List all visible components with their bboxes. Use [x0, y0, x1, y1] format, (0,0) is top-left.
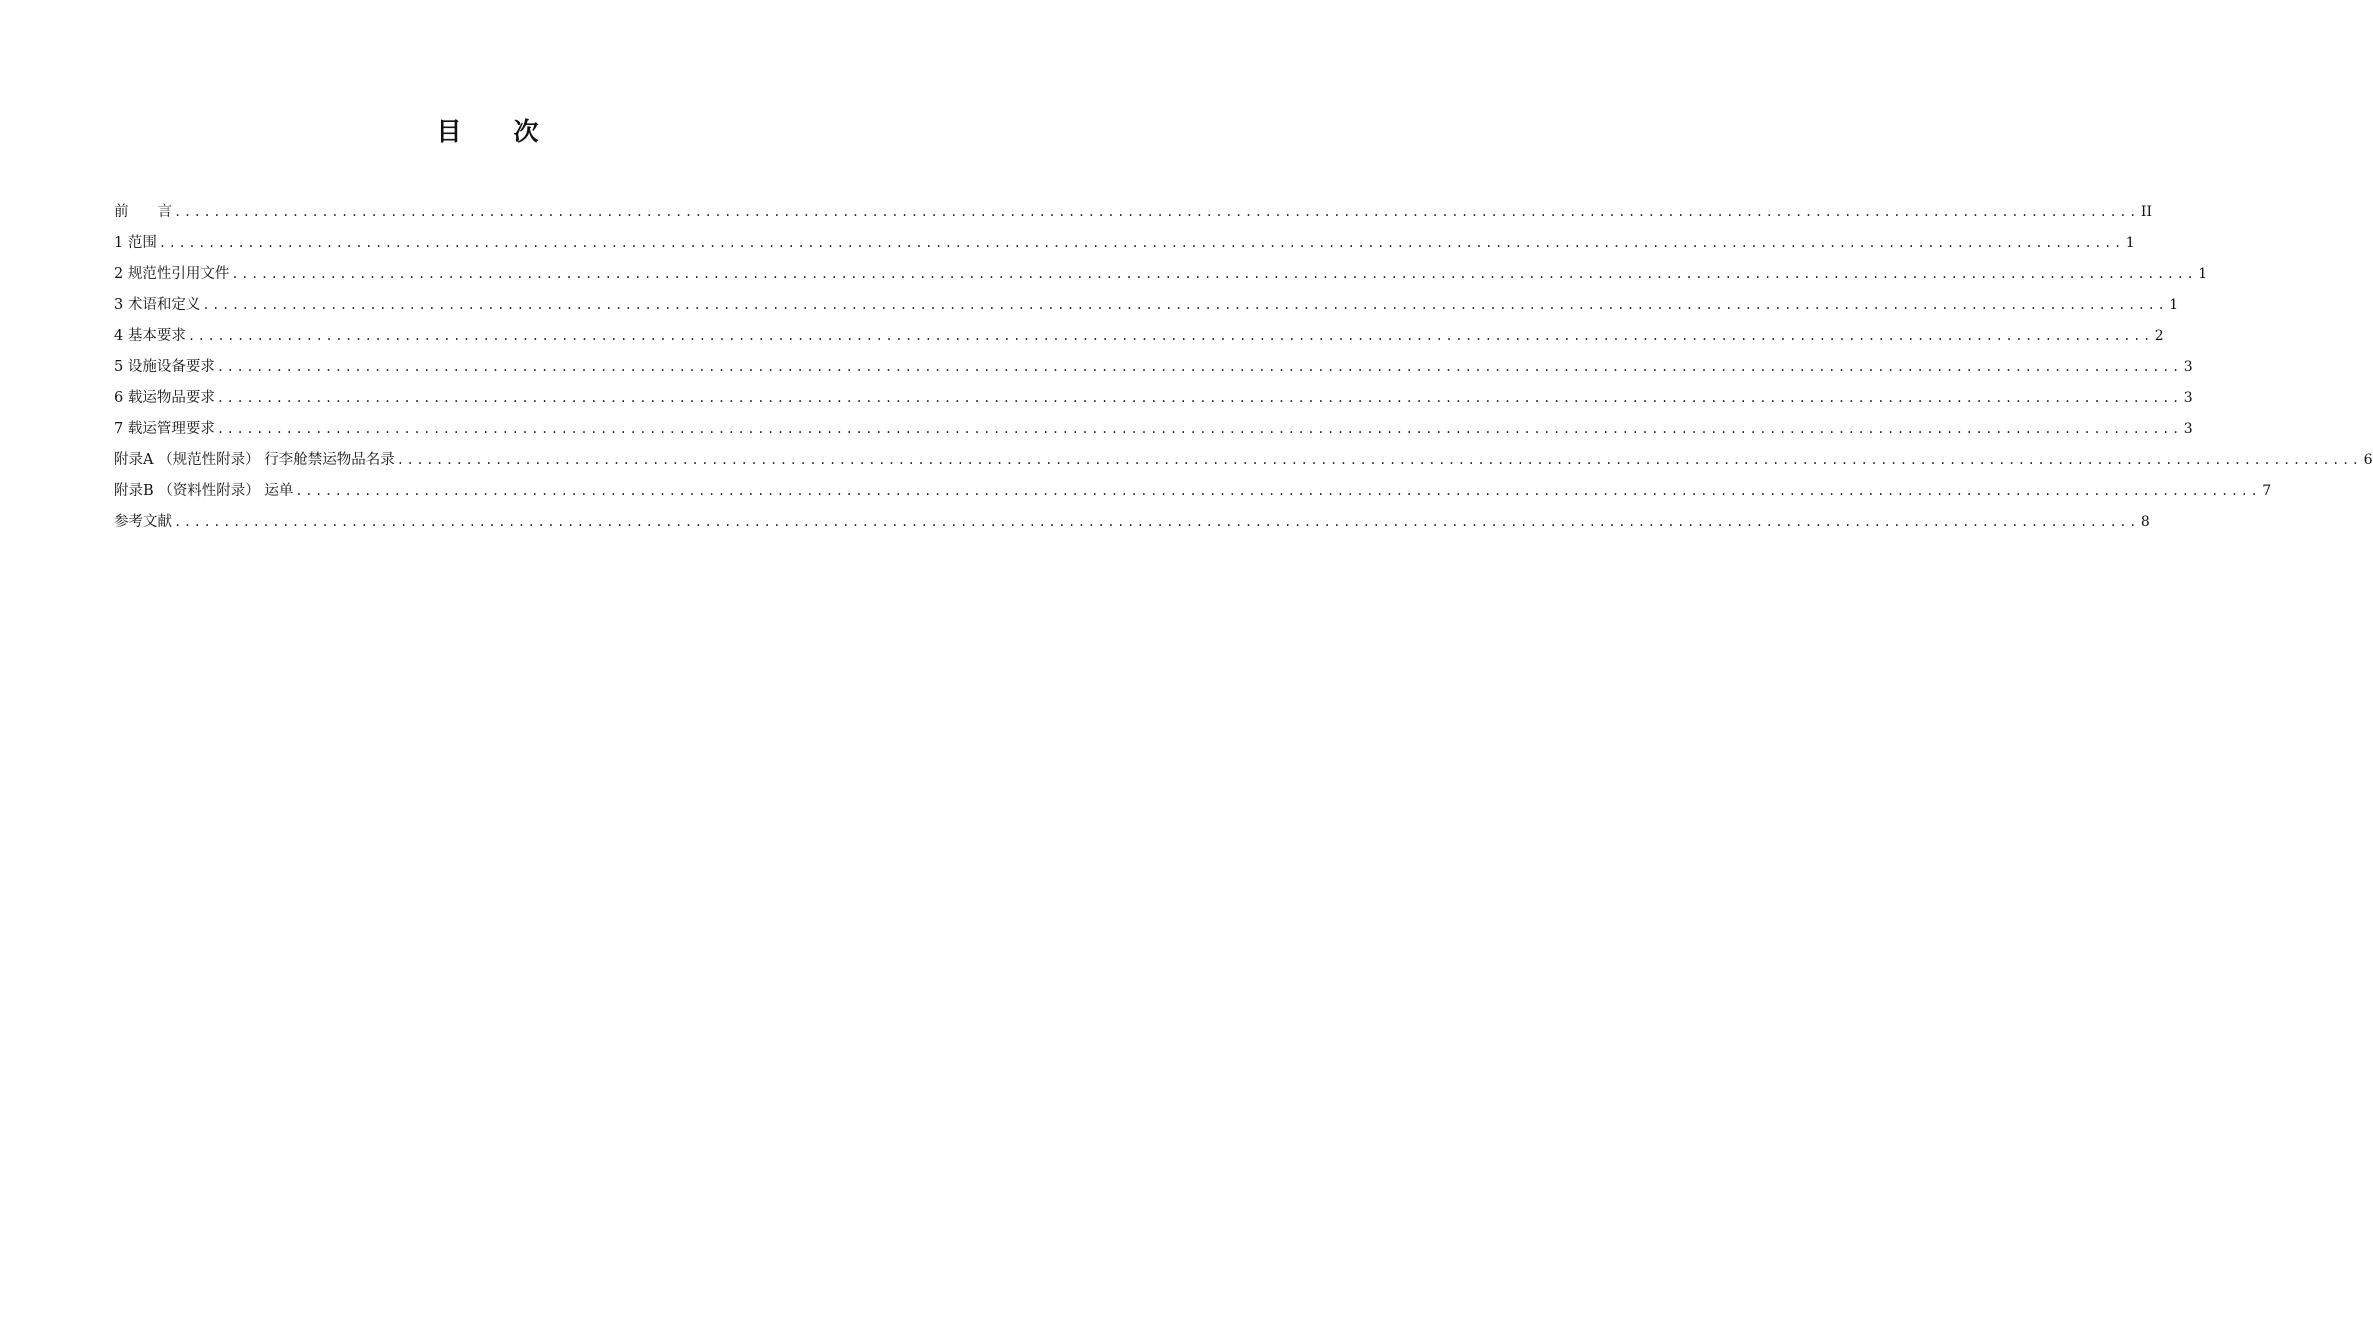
toc-dot-leader: ........................................................................................................................................................................................................ [174, 205, 2139, 219]
toc-entry-page-number: 3 [2183, 359, 2193, 375]
toc-entry-page-number: 1 [2169, 297, 2179, 313]
toc-dot-leader: ........................................................................................................................................................................................................ [158, 236, 2124, 250]
toc-dot-leader: ........................................................................................................................................................................................................ [231, 267, 2197, 281]
toc-dot-leader: ........................................................................................................................................................................................................ [216, 391, 2182, 405]
toc-entry-label: 7 载运管理要求 [114, 421, 215, 437]
toc-entry[interactable] [114, 445, 2373, 476]
toc-dot-leader: ........................................................................................................................................................................................................ [396, 453, 2362, 467]
toc-dot-leader: ........................................................................................................................................................................................................ [216, 422, 2182, 436]
toc-dot-leader: ........................................................................................................................................................................................................ [202, 298, 2168, 312]
toc-entry-label: 参考文献 [114, 514, 172, 530]
toc-entry-page-number: 7 [2262, 483, 2272, 499]
toc-dot-leader: ........................................................................................................................................................................................................ [216, 360, 2182, 374]
toc-entry[interactable] [114, 352, 2193, 383]
toc-entry[interactable] [114, 197, 2152, 228]
toc-entry-label: 5 设施设备要求 [114, 359, 215, 375]
toc-dot-leader: ........................................................................................................................................................................................................ [295, 484, 2261, 498]
toc-entry-page-number: 8 [2140, 514, 2150, 530]
toc-entry-page-number: 6 [2363, 452, 2373, 468]
toc-entry-page-number: 3 [2183, 390, 2193, 406]
toc-entry-label: 附录B （资料性附录） 运单 [114, 483, 294, 499]
toc-entry[interactable] [114, 507, 2150, 538]
toc-entry[interactable] [114, 228, 2135, 259]
toc-entry[interactable] [114, 259, 2208, 290]
toc-entry[interactable] [114, 476, 2272, 507]
toc-title [0, 112, 975, 148]
toc-entry-label: 6 载运物品要求 [114, 390, 215, 406]
toc-entry[interactable] [114, 321, 2164, 352]
toc-dot-leader: ........................................................................................................................................................................................................ [187, 329, 2153, 343]
toc-entry-page-number: 1 [2198, 266, 2208, 282]
toc-entry-label: 1 范围 [114, 235, 157, 251]
toc-entry-label: 附录A （规范性附录） 行李舱禁运物品名录 [114, 452, 395, 468]
toc-entry-label: 前 言 [114, 204, 172, 220]
toc-entry-page-number: 1 [2125, 235, 2135, 251]
toc-dot-leader: ........................................................................................................................................................................................................ [174, 515, 2139, 529]
toc-entry[interactable] [114, 383, 2193, 414]
toc-entry-page-number: 3 [2183, 421, 2193, 437]
toc-entry-label: 3 术语和定义 [114, 297, 201, 313]
toc-entry[interactable] [114, 414, 2193, 445]
toc-entry[interactable] [114, 290, 2179, 321]
toc-title-left: 目 [436, 117, 462, 146]
toc-list [114, 197, 2373, 538]
toc-entry-page-number: II [2140, 204, 2152, 220]
toc-entry-label: 4 基本要求 [114, 328, 186, 344]
toc-title-right: 次 [513, 117, 539, 146]
toc-entry-page-number: 2 [2154, 328, 2164, 344]
toc-entry-label: 2 规范性引用文件 [114, 266, 230, 282]
